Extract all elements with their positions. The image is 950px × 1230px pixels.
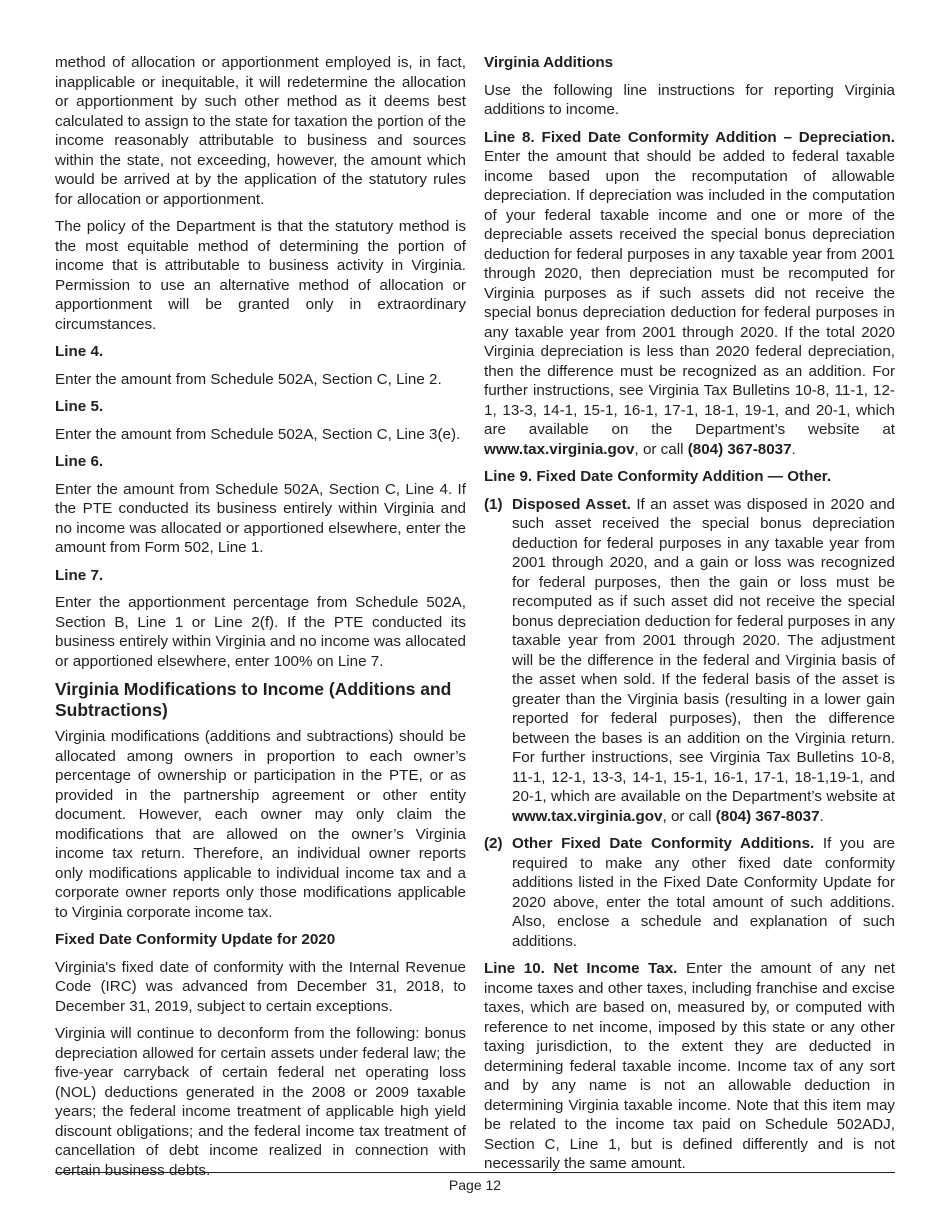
text: . <box>791 440 796 458</box>
text: If you are required to make any other fixed date conformity additions listed in the Fixed Date Conformity Update for 2020 above, enter the total amount of such additions. Also, enclose a schedule and explanation of such additions. <box>512 835 895 950</box>
line-10-heading: Line 10. Net Income Tax. <box>484 960 678 977</box>
line-4-heading: Line 4. <box>55 343 104 360</box>
paragraph: Enter the amount from Schedule 502A, Section C, Line 4. If the PTE conducted its business entirely within Virginia and no income was allocated or apportioned elsewhere, enter the amount from Form 502, Line 1. <box>55 480 466 556</box>
line-8-heading: Line 8. Fixed Date Conformity Addition – Depreciation. <box>484 128 895 146</box>
fdc-heading: Fixed Date Conformity Update for 2020 <box>55 931 336 948</box>
text: , or call <box>634 440 688 458</box>
footer-divider <box>55 1172 895 1173</box>
text: , or call <box>662 807 716 825</box>
paragraph: Enter the apportionment percentage from Schedule 502A, Section B, Line 1 or Line 2(f). If the PTE conducted its business entirely within Virginia and no income was allocated or apportioned elsewhere, enter 100% on Line 7. <box>55 594 466 670</box>
line-8-paragraph <box>484 128 895 460</box>
list-item <box>484 834 895 951</box>
text: Enter the amount that should be added to federal taxable income based upon the recomputation of allowable depreciation. If depreciation was included in the computation of your federal taxable income and one or more of the depreciable assets received the special bonus depreciation deduction for federal purposes in any taxable year from 2001 through 2020, then depreciation must be recomputed for Virginia purposes as if such assets did not receive the special bonus depreciation deduction for federal purposes in any taxable year from 2001 through 2020. If the total 2020 Virginia depreciation is less than 2020 federal depreciation, then the difference must be recognized as an addition. For further instructions, see Virginia Tax Bulletins 10-8, 11-1, 12-1, 13-3, 14-1, 15-1, 16-1, 17-1, 18-1, 19-1, and 20-1, which are available on the Department’s website at <box>484 148 895 438</box>
line-6-heading: Line 6. <box>55 453 104 470</box>
page-number: Page 12 <box>448 1177 502 1193</box>
website-link[interactable]: www.tax.virginia.gov <box>484 440 635 458</box>
line-10-paragraph <box>484 959 895 1174</box>
paragraph: Use the following line instructions for reporting Virginia additions to income. <box>484 81 895 118</box>
text: Enter the amount of any net income taxes and other taxes, including franchise and excise taxes, which are based on, measured by, or computed with reference to net income, imposed by this state or any other taxing jurisdiction, to the extent they are deducted in determining federal taxable income. Income tax of any sort and by any name is not an allowable deduction in determining Virginia taxable income. Note that this item may be related to the income tax paid on Schedule 502ADJ, Section C, Line 1, but is defined differently and is not necessarily the same amount. <box>484 960 895 1172</box>
section-heading: Virginia Modifications to Income (Additions and Subtractions) <box>55 679 452 720</box>
paragraph: The policy of the Department is that the statutory method is the most equitable method of determining the portion of income that is attributable to business activity in Virginia. Permission to use an alternative method of allocation or apportionment will be granted only in extraordinary circumstances. <box>55 218 466 333</box>
line-9-heading: Line 9. Fixed Date Conformity Addition — Other. <box>484 468 832 485</box>
text: If an asset was disposed in 2020 and such asset received the special bonus depreciation deduction for federal purposes in any taxable year from 2001 through 2020, and a gain or loss was recognized for federal purposes, then the gain or loss must be recomputed as if such asset did not receive the special bonus depreciation deduction for federal purposes in any taxable year from 2001 through 2020. The adjustment will be the difference in the federal and Virginia basis of the asset when sold. If the federal basis of the asset is greater than the Virginia basis (resulting in a lower gain reported for federal purposes), then the difference between the bases is an addition on the Virginia return. For further instructions, see Virginia Tax Bulletins 10-8, 11-1, 12-1, 13-3, 14-1, 15-1, 16-1, 17-1, 18-1,19-1, and 20-1, which are available on the Department’s website at <box>512 495 895 805</box>
text: . <box>819 807 824 825</box>
left-column <box>55 53 466 1188</box>
website-link[interactable]: www.tax.virginia.gov <box>512 807 663 825</box>
item-heading: Other Fixed Date Conformity Additions. <box>512 835 815 852</box>
phone-number: (804) 367-8037 <box>715 807 820 825</box>
paragraph: Enter the amount from Schedule 502A, Section C, Line 2. <box>55 370 442 388</box>
paragraph: Enter the amount from Schedule 502A, Section C, Line 3(e). <box>55 425 461 443</box>
additions-heading: Virginia Additions <box>484 54 614 71</box>
right-column <box>484 53 895 1182</box>
list-item <box>484 495 895 827</box>
item-heading: Disposed Asset. <box>512 495 631 513</box>
paragraph: Virginia will continue to deconform from the following: bonus depreciation allowed for certain assets under federal law; the five-year carryback of certain federal net operating loss (NOL) deductions generated in the 2008 or 2009 taxable years; the federal income treatment of applicable high yield discount obligations; and the federal income tax treatment of cancellation of debt income realized in connection with certain business debts. <box>55 1025 466 1179</box>
paragraph: Virginia modifications (additions and subtractions) should be allocated among owners in proportion to each owner’s percentage of ownership or participation in the PTE, or as provided in the partnership agreement or other entity document. However, each owner may only claim the modifications that are allowed on the owner’s Virginia income tax return. Therefore, an individual owner reports only modifications applicable to individual income tax and a corporate owner reports only those modifications applicable to Virginia corporate income tax. <box>55 728 466 921</box>
paragraph: method of allocation or apportionment employed is, in fact, inapplicable or inequitable, it will redetermine the allocation or apportionment by such other method as it deems best calculated to assign to the state for taxation the portion of the income reasonably attributable to business and sources within the state, not exceeding, however, the amount which would be arrived at by the application of the statutory rules for allocation or apportionment. <box>55 54 466 208</box>
paragraph: Virginia's fixed date of conformity with the Internal Revenue Code (IRC) was advanced from December 31, 2018, to December 31, 2019, subject to certain exceptions. <box>55 958 466 1015</box>
line-5-heading: Line 5. <box>55 398 104 415</box>
item-number: (1) <box>484 495 503 513</box>
phone-number: (804) 367-8037 <box>687 440 792 458</box>
item-number: (2) <box>484 835 503 852</box>
line-7-heading: Line 7. <box>55 566 104 584</box>
